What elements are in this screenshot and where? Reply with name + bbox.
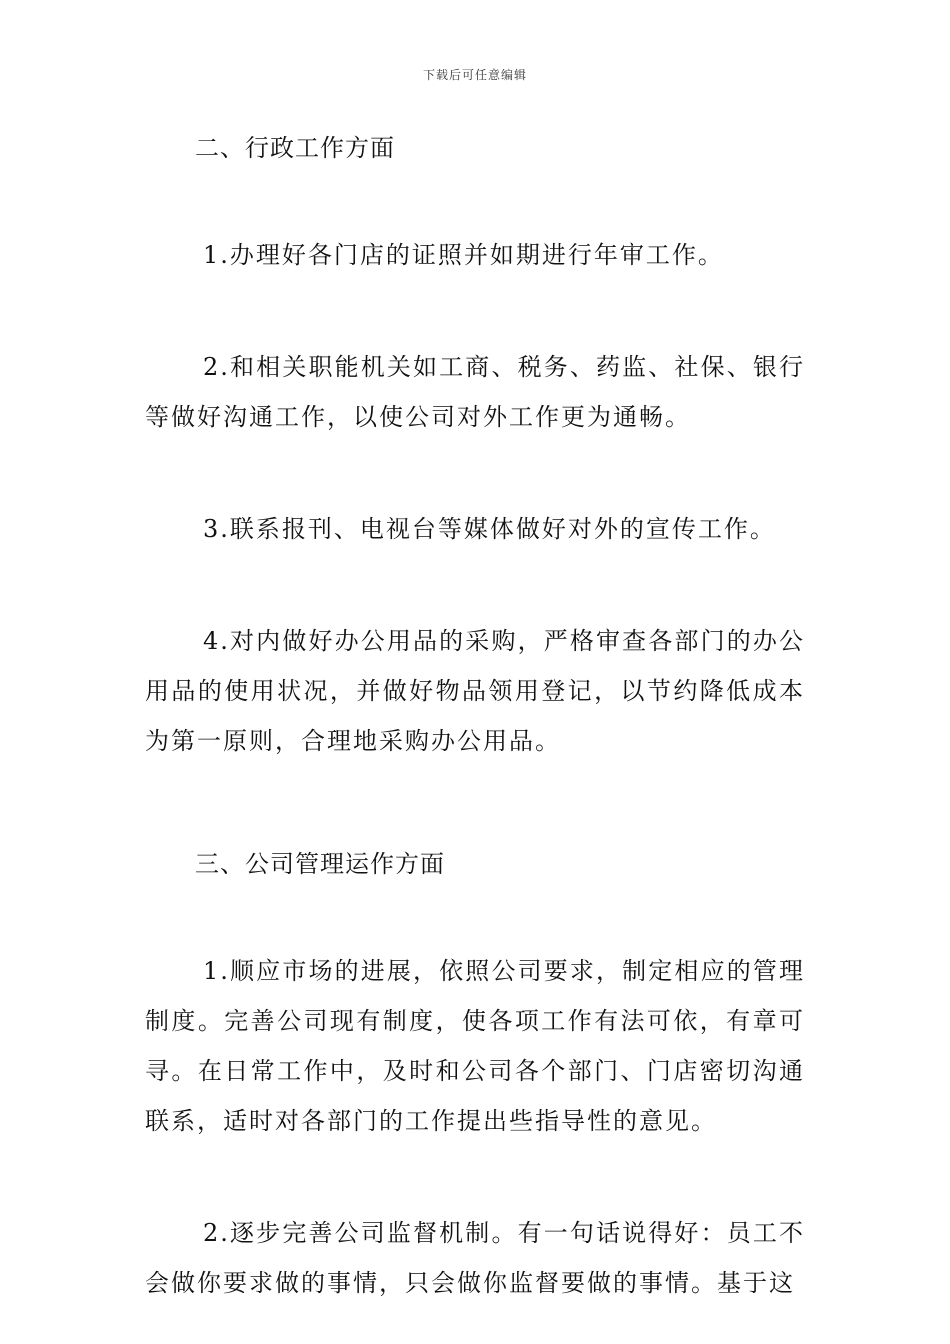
section-heading-administration: 二、行政工作方面 <box>195 134 395 162</box>
section-heading-management: 三、公司管理运作方面 <box>195 850 445 878</box>
document-body <box>145 128 805 1308</box>
paragraph-item: 1.办理好各门店的证照并如期进行年审工作。 <box>203 241 724 269</box>
paragraph-item: 4.对内做好办公用品的采购，严格审查各部门的办公用品的使用状况，并做好物品领用登记，以节约降低成本为第一原则，合理地采购办公用品。 <box>145 627 805 755</box>
paragraph-item: 2.逐步完善公司监督机制。有一句话说得好：员工不会做你要求做的事情，只会做你监督要做的事情。基于这 <box>145 1219 805 1297</box>
paragraph-item: 3.联系报刊、电视台等媒体做好对外的宣传工作。 <box>203 515 776 543</box>
page-header-note: 下载后可任意编辑 <box>422 68 527 82</box>
paragraph-item: 1.顺应市场的进展，依照公司要求，制定相应的管理制度。完善公司现有制度，使各项工作有法可依，有章可寻。在日常工作中，及时和公司各个部门、门店密切沟通联系，适时对各部门的工作提出些指导性的意见。 <box>145 957 805 1135</box>
paragraph-item: 2.和相关职能机关如工商、税务、药监、社保、银行等做好沟通工作，以使公司对外工作更为通畅。 <box>145 353 805 431</box>
